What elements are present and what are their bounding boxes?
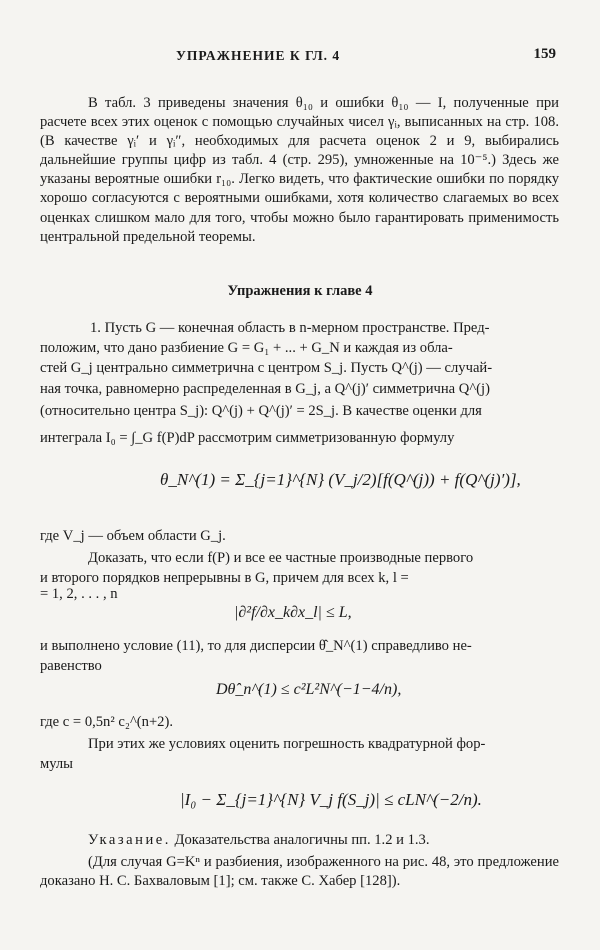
exercise-line-10: = 1, 2, . . . , n [40, 586, 118, 602]
hint-label: Указание. [88, 832, 171, 848]
exercise-line-9: и второго порядков непрерывны в G, причем для всех k, l = [40, 570, 409, 586]
running-header [176, 48, 556, 64]
page-number: 159 [533, 46, 556, 62]
equation-1: θ_N^(1) = Σ_{j=1}^{N} (V_j/2)[f(Q^(j)) + f(Q^(j)′)], [160, 470, 521, 489]
hint-line [88, 832, 430, 849]
exercise-line-4: ная точка, равномерно распределенная в G_j, а Q^(j)′ симметрична Q^(j) [40, 381, 490, 397]
exercise-line-3: стей G_j центрально симметрична с центром S_j. Пусть Q^(j) — случай- [40, 360, 493, 376]
exercise-line-1: 1. Пусть G — конечная область в n-мерном пространстве. Пред- [90, 320, 490, 336]
equation-4: |I₀ − Σ_{j=1}^{N} V_j f(S_j)| ≤ cLN^(−2/n). [180, 790, 482, 809]
section-title: Упражнения к главе 4 [227, 283, 373, 299]
running-header-title: УПРАЖНЕНИЕ К ГЛ. 4 [176, 48, 341, 63]
equation-3: Dθ̂_n^(1) ≤ c²L²N^(−1−4/n), [216, 681, 402, 698]
intro-paragraph: В табл. 3 приведены значения θ₁₀ и ошибки θ₁₀ — I, полученные при расчете всех этих оценок с помощью случайных чисел γᵢ, выписанных на стр. 108. (В качестве γᵢ′ и γᵢ″, необходимых для расчета оценок 2 и 9, выбирались дальнейшие группы цифр из табл. 4 (стр. 295), умноженные на 10⁻⁵.) Здесь же указаны вероятные ошибки r₁₀. Легко видеть, что фактические ошибки по порядку хорошо согласуются с вероятными ошибками, хотя количество слагаемых во всех оценках слишком мало для того, чтобы можно было гарантировать применимость центральной предельной теоремы. [40, 95, 559, 245]
exercise-line-5: (относительно центра S_j): Q^(j) + Q^(j)′ = 2S_j. В качестве оценки для [40, 403, 482, 419]
hint-text: Доказательства аналогичны пп. 1.2 и 1.3. [170, 832, 430, 848]
exercise-line-11: и выполнено условие (11), то для дисперсии θ̂_N^(1) справедливо не- [40, 638, 472, 654]
exercise-line-12: равенство [40, 658, 102, 674]
exercise-line-7: где V_j — объем области G_j. [40, 528, 226, 544]
exercise-line-2: положим, что дано разбиение G = G₁ + ... + G_N и каждая из обла- [40, 340, 453, 356]
exercise-line-14: При этих же условиях оценить погрешность квадратурной фор- [88, 736, 486, 752]
exercise-line-13: где c = 0,5n² c₂^(n+2). [40, 714, 173, 730]
note-paragraph: (Для случая G=Kⁿ и разбиения, изображенного на рис. 48, это предложение доказано Н. С. Бахваловым [1]; см. также С. Хабер [128]). [40, 854, 559, 890]
equation-2: |∂²f/∂x_k∂x_l| ≤ L, [234, 604, 352, 621]
exercise-line-15: мулы [40, 756, 73, 772]
exercise-line-8: Доказать, что если f(P) и все ее частные производные первого [88, 550, 474, 566]
exercise-line-6: интеграла I₀ = ∫_G f(P)dP рассмотрим симметризованную формулу [40, 430, 455, 446]
